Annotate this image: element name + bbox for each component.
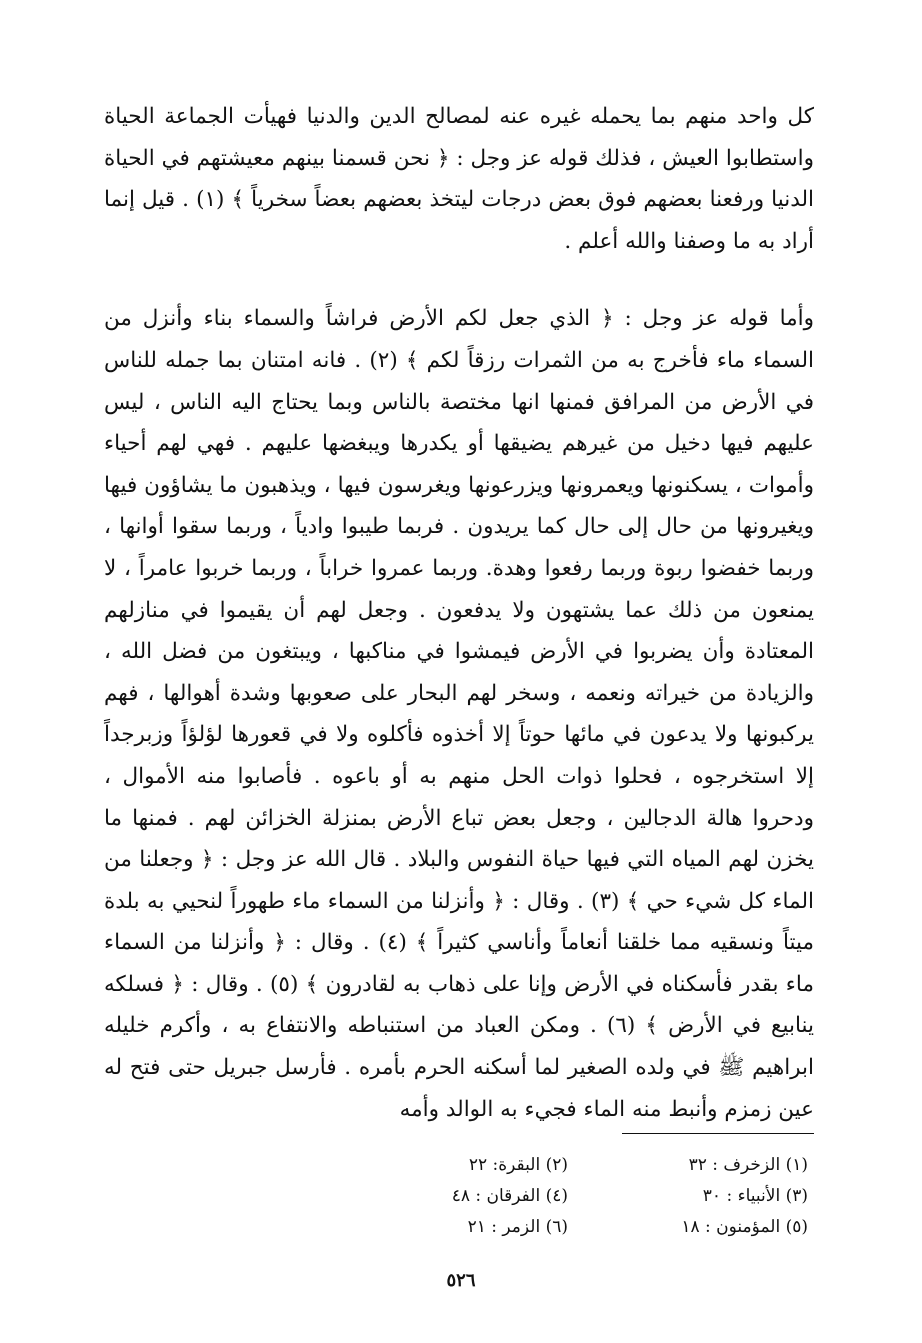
paragraph-2: وأما قوله عز وجل : ﴿ الذي جعل لكم الأرض فراشاً والسماء بناء وأنزل من السماء ماء فأخرج به من الثمرات رزقاً لكم ﴾ (٢) . فانه امتنان بما جمله للناس في الأرض من المرافق فمنها انها مختصة بالناس وبما يحتاج اليه الناس ، ليس عليهم فيها دخيل من غيرهم يضيقها أو يكدرها ويبغضها عليهم . فهي لهم أحياء وأموات ، يسكنونها ويعمرونها ويزرعونها ويغرسون فيها ، ويذهبون ما يشاؤون فيها ويغيرونها من حال إلى حال كما يريدون . فربما طيبوا وادياً ، وربما سقوا أوانها ، وربما خفضوا ربوة وربما رفعوا وهدة. وربما عمروا خراباً ، وربما خربوا عامراً ، لا يمنعون من ذلك عما يشتهون ولا يدفعون . وجعل لهم أن يقيموا في منازلهم المعتادة وأن يضربوا في الأرض فيمشوا في مناكبها ، ويبتغون من فضل الله ، والزيادة من خيراته ونعمه ، وسخر لهم البحار على صعوبها وشدة أهوالها ، فهم يركبونها ولا يدعون في مائها حوتاً إلا أخذوه فأكلوه ولا في قعورها لؤلؤاً وزبرجداً إلا استخرجوه ، فحلوا ذوات الحل منهم به أو باعوه . فأصابوا منه الأموال ، ودحروا هالة الدجالين ، وجعل بعض تباع الأرض بمنزلة الخزائن لهم . فمنها ما يخزن لهم المياه التي فيها حياة النفوس والبلاد . قال الله عز وجل : ﴿ وجعلنا من الماء كل شيء حي ﴾ (٣) . وقال : ﴿ وأنزلنا من السماء ماء طهوراً لنحيي به بلدة ميتاً ونسقيه مما خلقنا أنعاماً وأناسي كثيراً ﴾ (٤) . وقال : ﴿ وأنزلنا من السماء ماء بقدر فأسكناه في الأرض وإنا على ذهاب به لقادرون ﴾ (٥) . وقال : ﴿ فسلكه ينابيع في الأرض ﴾ (٦) . ومكن العباد من استنباطه والانتفاع به ، وأكرم خليله ابراهيم ﷺ في ولده الصغير لما أسكنه الحرم بأمره . فأرسل جبريل حتى فتح له عين زمزم وأنبط منه الماء فجيء به الوالد وأمه xyxy=(104,306,815,1122)
page-number: ٥٢٦ xyxy=(446,1270,476,1291)
main-text xyxy=(104,96,814,1130)
footnotes xyxy=(368,1152,808,1241)
footnote-5: (٥) المؤمنون : ١٨ xyxy=(681,1217,808,1237)
footnote-6: (٦) الزمر : ٢١ xyxy=(467,1217,568,1237)
footnote-4: (٤) الفرقان : ٤٨ xyxy=(451,1186,568,1206)
footnote-1: (١) الزخرف : ٣٢ xyxy=(688,1155,808,1175)
paragraph-1: كل واحد منهم بما يحمله غيره عنه لمصالح الدين والدنيا فهيأت الجماعة الحياة واستطابوا العيش ، فذلك قوله عز وجل : ﴿ نحن قسمنا بينهم معيشتهم في الحياة الدنيا ورفعنا بعضهم فوق بعض درجات ليتخذ بعضهم بعضاً سخرياً ﴾ (١) . قيل إنما أراد به ما وصفنا والله أعلم . xyxy=(104,104,814,254)
footnote-2: (٢) البقرة: ٢٢ xyxy=(468,1155,568,1175)
footnote-3: (٣) الأنبياء : ٣٠ xyxy=(702,1186,808,1206)
footnote-divider xyxy=(622,1133,814,1134)
